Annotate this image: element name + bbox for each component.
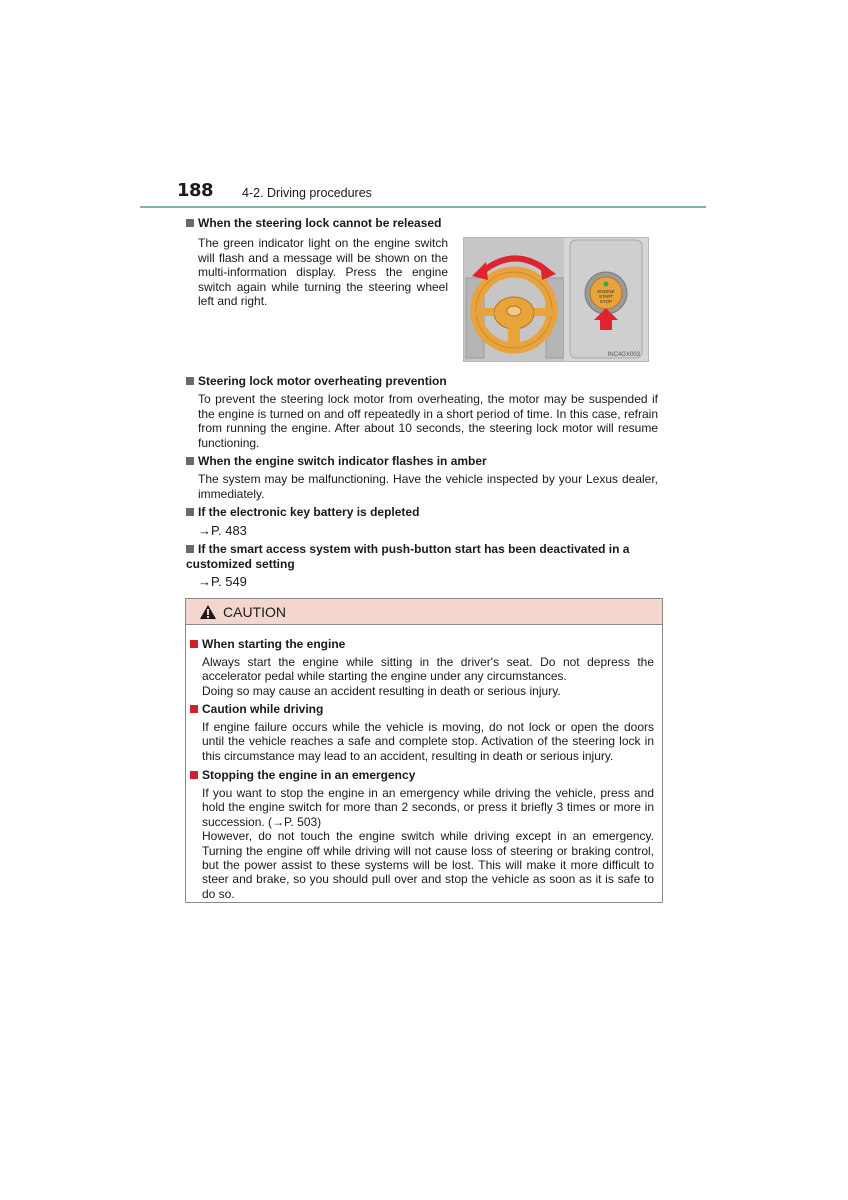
caution-item-body: Always start the engine while sitting in the driver's seat. Do not depress the accelerator pedal while starting the engine under any circumstances. Doing so may cause an accident resulting in death or serious injury. <box>202 655 654 698</box>
caution-header <box>186 599 662 625</box>
section-heading-overheating <box>186 374 666 389</box>
svg-text:ENGINE: ENGINE <box>597 289 615 294</box>
section-heading-text: When the steering lock cannot be released <box>198 216 442 230</box>
section-heading-text: If the electronic key battery is depleted <box>198 505 420 519</box>
svg-text:STOP: STOP <box>599 299 613 304</box>
page-reference-link[interactable]: →P. 483 <box>198 523 247 538</box>
caution-item-heading <box>190 637 345 651</box>
section-body-amber: The system may be malfunctioning. Have the vehicle inspected by your Lexus dealer, immediately. <box>198 472 658 501</box>
figure-code: INC4GX003 <box>607 352 640 358</box>
section-heading-amber <box>186 454 666 469</box>
bullet-square-icon <box>186 457 194 465</box>
page-reference-link[interactable]: →P. 549 <box>198 574 247 589</box>
header-divider <box>140 206 706 208</box>
engine-button-icon <box>585 272 627 314</box>
section-heading-battery <box>186 505 666 520</box>
section-body-steering-lock: The green indicator light on the engine switch will flash and a message will be shown on the multi-information display. Press the engine switch again while turning the steering wheel left and right. <box>198 236 448 308</box>
section-heading-text: When the engine switch indicator flashes in amber <box>198 454 487 468</box>
caution-title: CAUTION <box>223 604 286 620</box>
bullet-square-icon <box>186 219 194 227</box>
section-heading-text: If the smart access system with push-button start has been deactivated in a customized setting <box>186 542 630 571</box>
svg-text:START: START <box>598 294 614 299</box>
caution-item-heading <box>190 768 415 782</box>
red-square-icon <box>190 705 198 713</box>
caution-box <box>185 598 663 903</box>
red-square-icon <box>190 771 198 779</box>
section-heading-text: Steering lock motor overheating prevention <box>198 374 447 388</box>
page-number: 188 <box>177 180 214 201</box>
bullet-square-icon <box>186 508 194 516</box>
caution-heading-text: Caution while driving <box>202 702 324 716</box>
bullet-square-icon <box>186 545 194 553</box>
warning-triangle-icon <box>199 604 217 620</box>
caution-item-heading <box>190 702 323 716</box>
bullet-square-icon <box>186 377 194 385</box>
section-body-overheating: To prevent the steering lock motor from overheating, the motor may be suspended if the engine is turned on and off repeatedly in a short period of time. In this case, refrain from running the engine. After about 10 seconds, the steering lock motor will resume functioning. <box>198 392 658 450</box>
chapter-title: 4-2. Driving procedures <box>242 186 372 200</box>
caution-item-body: If you want to stop the engine in an emergency while driving the vehicle, press and hold the engine switch for more than 2 seconds, or press it briefly 3 times or more in succession. (→P. 503) However, do not touch the engine switch while driving except in an emergency. Turning the engine off while driving will not cause loss of steering or braking control, but the power assist to these systems will be lost. This will make it more difficult to steer and brake, so you should pull over and stop the vehicle as soon as it is safe to do so. <box>202 786 654 901</box>
steering-figure <box>463 237 649 362</box>
section-heading-smart-access <box>186 542 666 571</box>
caution-heading-text: When starting the engine <box>202 637 346 651</box>
caution-item-body: If engine failure occurs while the vehicle is moving, do not lock or open the doors until the vehicle reaches a safe and complete stop. Activation of the steering lock in this circumstance may lead to an accident, resulting in death or serious injury. <box>202 720 654 763</box>
caution-heading-text: Stopping the engine in an emergency <box>202 768 416 782</box>
section-heading-steering-lock <box>186 216 666 231</box>
red-square-icon <box>190 640 198 648</box>
